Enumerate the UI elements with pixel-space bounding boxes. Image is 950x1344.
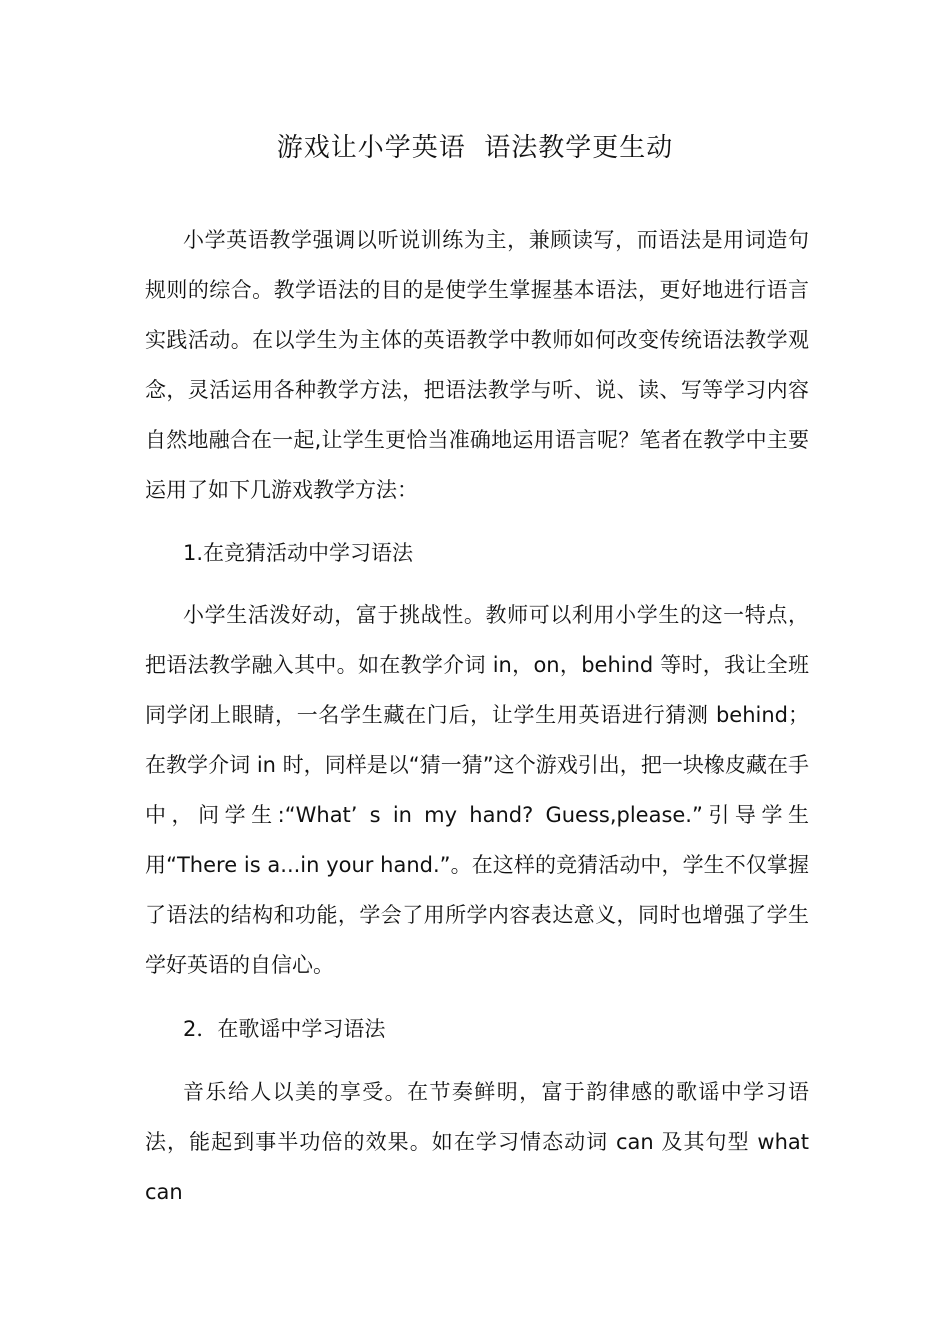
section-heading-2: 2．在歌谣中学习语法	[183, 1017, 386, 1041]
document-title: 游戏让小学英语 语法教学更生动	[276, 133, 674, 163]
section-heading-1: 1.在竞猜活动中学习语法	[183, 541, 414, 565]
section-1-paragraph: 小学生活泼好动，富于挑战性。教师可以利用小学生的这一特点，把语法教学融入其中。如在教学介词 in，on，behind 等时，我让全班同学闭上眼睛，一名学生藏在门后，让学生用英语进行猜测 behind；在教学介词 in 时，同样是以“猜一猜”这个游戏引出，把一块橡皮藏在手中，问学生:“What’ s in my hand? Guess,please.”引导学生用“There is a...in your hand.”。在这样的竞猜活动中，学生不仅掌握了语法的结构和功能，学会了用所学内容表达意义，同时也增强了学生学好英语的自信心。	[145, 603, 809, 977]
section-2-paragraph: 音乐给人以美的享受。在节奏鲜明，富于韵律感的歌谣中学习语法，能起到事半功倍的效果。如在学习情态动词 can 及其句型 what can	[145, 1080, 809, 1204]
intro-paragraph: 小学英语教学强调以听说训练为主，兼顾读写，而语法是用词造句规则的综合。教学语法的目的是使学生掌握基本语法，更好地进行语言实践活动。在以学生为主体的英语教学中教师如何改变传统语法教学观念，灵活运用各种教学方法，把语法教学与听、说、读、写等学习内容自然地融合在一起,让学生更恰当准确地运用语言呢？笔者在教学中主要运用了如下几游戏教学方法：	[145, 228, 809, 502]
